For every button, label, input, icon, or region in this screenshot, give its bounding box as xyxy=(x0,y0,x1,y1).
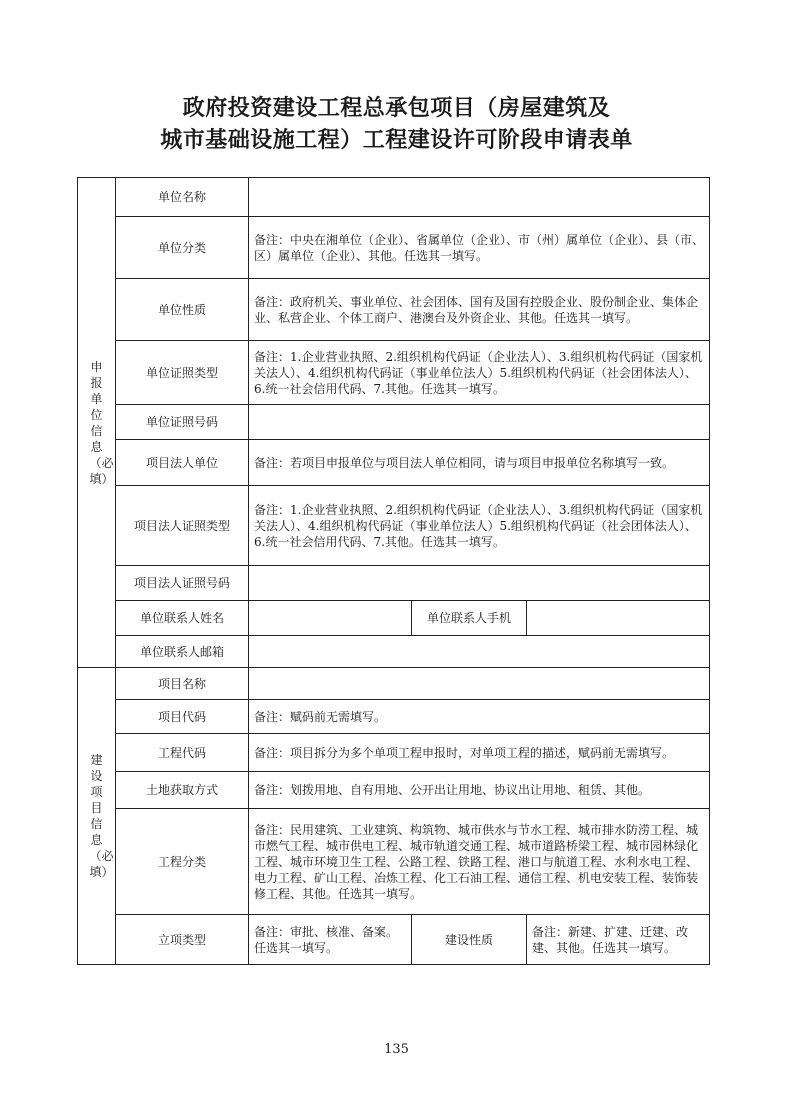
table-row xyxy=(78,566,710,601)
construction-nature-field[interactable]: 备注：新建、扩建、迁建、改建、其他。任选其一填写。 xyxy=(527,915,710,965)
title-line-1: 政府投资建设工程总承包项目（房屋建筑及 xyxy=(182,95,611,121)
field-label: 单位名称 xyxy=(116,178,249,217)
field-label: 工程代码 xyxy=(116,734,249,772)
table-row xyxy=(78,279,710,341)
field-label: 单位性质 xyxy=(116,279,249,341)
field-label: 工程分类 xyxy=(116,809,249,915)
table-row xyxy=(78,700,710,734)
page-title xyxy=(0,92,793,156)
contact-email-field[interactable] xyxy=(249,636,710,668)
table-row xyxy=(78,772,710,809)
table-row xyxy=(78,440,710,486)
unit-name-field[interactable] xyxy=(249,178,710,217)
contact-phone-field[interactable] xyxy=(527,601,710,636)
table-row xyxy=(78,734,710,772)
applicant-group-label: 申报单位信息（必填） xyxy=(78,178,116,668)
project-group-label: 建设项目信息（必填） xyxy=(78,668,116,965)
field-label: 项目法人单位 xyxy=(116,440,249,486)
title-line-2: 城市基础设施工程）工程建设许可阶段申请表单 xyxy=(160,127,633,153)
table-row xyxy=(78,341,710,405)
table-row xyxy=(78,809,710,915)
unit-license-type-field[interactable]: 备注：1.企业营业执照、2.组织机构代码证（企业法人）、3.组织机构代码证（国家机关法人）、4.组织机构代码证（事业单位法人）5.组织机构代码证（社会团体法人）、6.统一社会信用代码、7.其他。任选其一填写。 xyxy=(249,341,710,405)
application-form-table xyxy=(77,177,710,965)
field-label: 单位联系人手机 xyxy=(412,601,527,636)
unit-license-number-field[interactable] xyxy=(249,405,710,440)
table-row xyxy=(78,217,710,279)
table-row xyxy=(78,486,710,566)
field-label: 单位联系人姓名 xyxy=(116,601,249,636)
field-label: 项目名称 xyxy=(116,668,249,700)
table-row xyxy=(78,636,710,668)
project-legal-unit-field[interactable]: 备注：若项目申报单位与项目法人单位相同，请与项目申报单位名称填写一致。 xyxy=(249,440,710,486)
field-label: 单位证照类型 xyxy=(116,341,249,405)
field-label: 建设性质 xyxy=(412,915,527,965)
project-legal-license-type-field[interactable]: 备注：1.企业营业执照、2.组织机构代码证（企业法人）、3.组织机构代码证（国家机关法人）、4.组织机构代码证（事业单位法人）5.组织机构代码证（社会团体法人）、6.统一社会信用代码、7.其他。任选其一填写。 xyxy=(249,486,710,566)
field-label: 项目法人证照类型 xyxy=(116,486,249,566)
approval-type-field[interactable]: 备注：审批、核准、备案。任选其一填写。 xyxy=(249,915,412,965)
land-acquisition-field[interactable]: 备注：划拨用地、自有用地、公开出让用地、协议出让用地、租赁、其他。 xyxy=(249,772,710,809)
page-number: 135 xyxy=(384,1042,409,1057)
unit-nature-field[interactable]: 备注：政府机关、事业单位、社会团体、国有及国有控股企业、股份制企业、集体企业、私营企业、个体工商户、港澳台及外资企业、其他。任选其一填写。 xyxy=(249,279,710,341)
field-label: 项目代码 xyxy=(116,700,249,734)
table-row xyxy=(78,405,710,440)
unit-category-field[interactable]: 备注：中央在湘单位（企业）、省属单位（企业）、市（州）属单位（企业）、县（市、区）属单位（企业）、其他。任选其一填写。 xyxy=(249,217,710,279)
field-label: 单位证照号码 xyxy=(116,405,249,440)
table-row xyxy=(78,668,710,700)
field-label: 立项类型 xyxy=(116,915,249,965)
project-code-field[interactable]: 备注：赋码前无需填写。 xyxy=(249,700,710,734)
table-row xyxy=(78,915,710,965)
engineering-category-field[interactable]: 备注：民用建筑、工业建筑、构筑物、城市供水与节水工程、城市排水防涝工程、城市燃气工程、城市供电工程、城市轨道交通工程、城市道路桥梁工程、城市园林绿化工程、城市环境卫生工程、公路工程、铁路工程、港口与航道工程、水利水电工程、电力工程、矿山工程、冶炼工程、化工石油工程、通信工程、机电安装工程、装饰装修工程、其他。任选其一填写。 xyxy=(249,809,710,915)
field-label: 单位联系人邮箱 xyxy=(116,636,249,668)
table-row xyxy=(78,178,710,217)
field-label: 土地获取方式 xyxy=(116,772,249,809)
table-row xyxy=(78,601,710,636)
engineering-code-field[interactable]: 备注：项目拆分为多个单项工程申报时，对单项工程的描述，赋码前无需填写。 xyxy=(249,734,710,772)
project-name-field[interactable] xyxy=(249,668,710,700)
contact-name-field[interactable] xyxy=(249,601,412,636)
field-label: 单位分类 xyxy=(116,217,249,279)
project-legal-license-number-field[interactable] xyxy=(249,566,710,601)
field-label: 项目法人证照号码 xyxy=(116,566,249,601)
